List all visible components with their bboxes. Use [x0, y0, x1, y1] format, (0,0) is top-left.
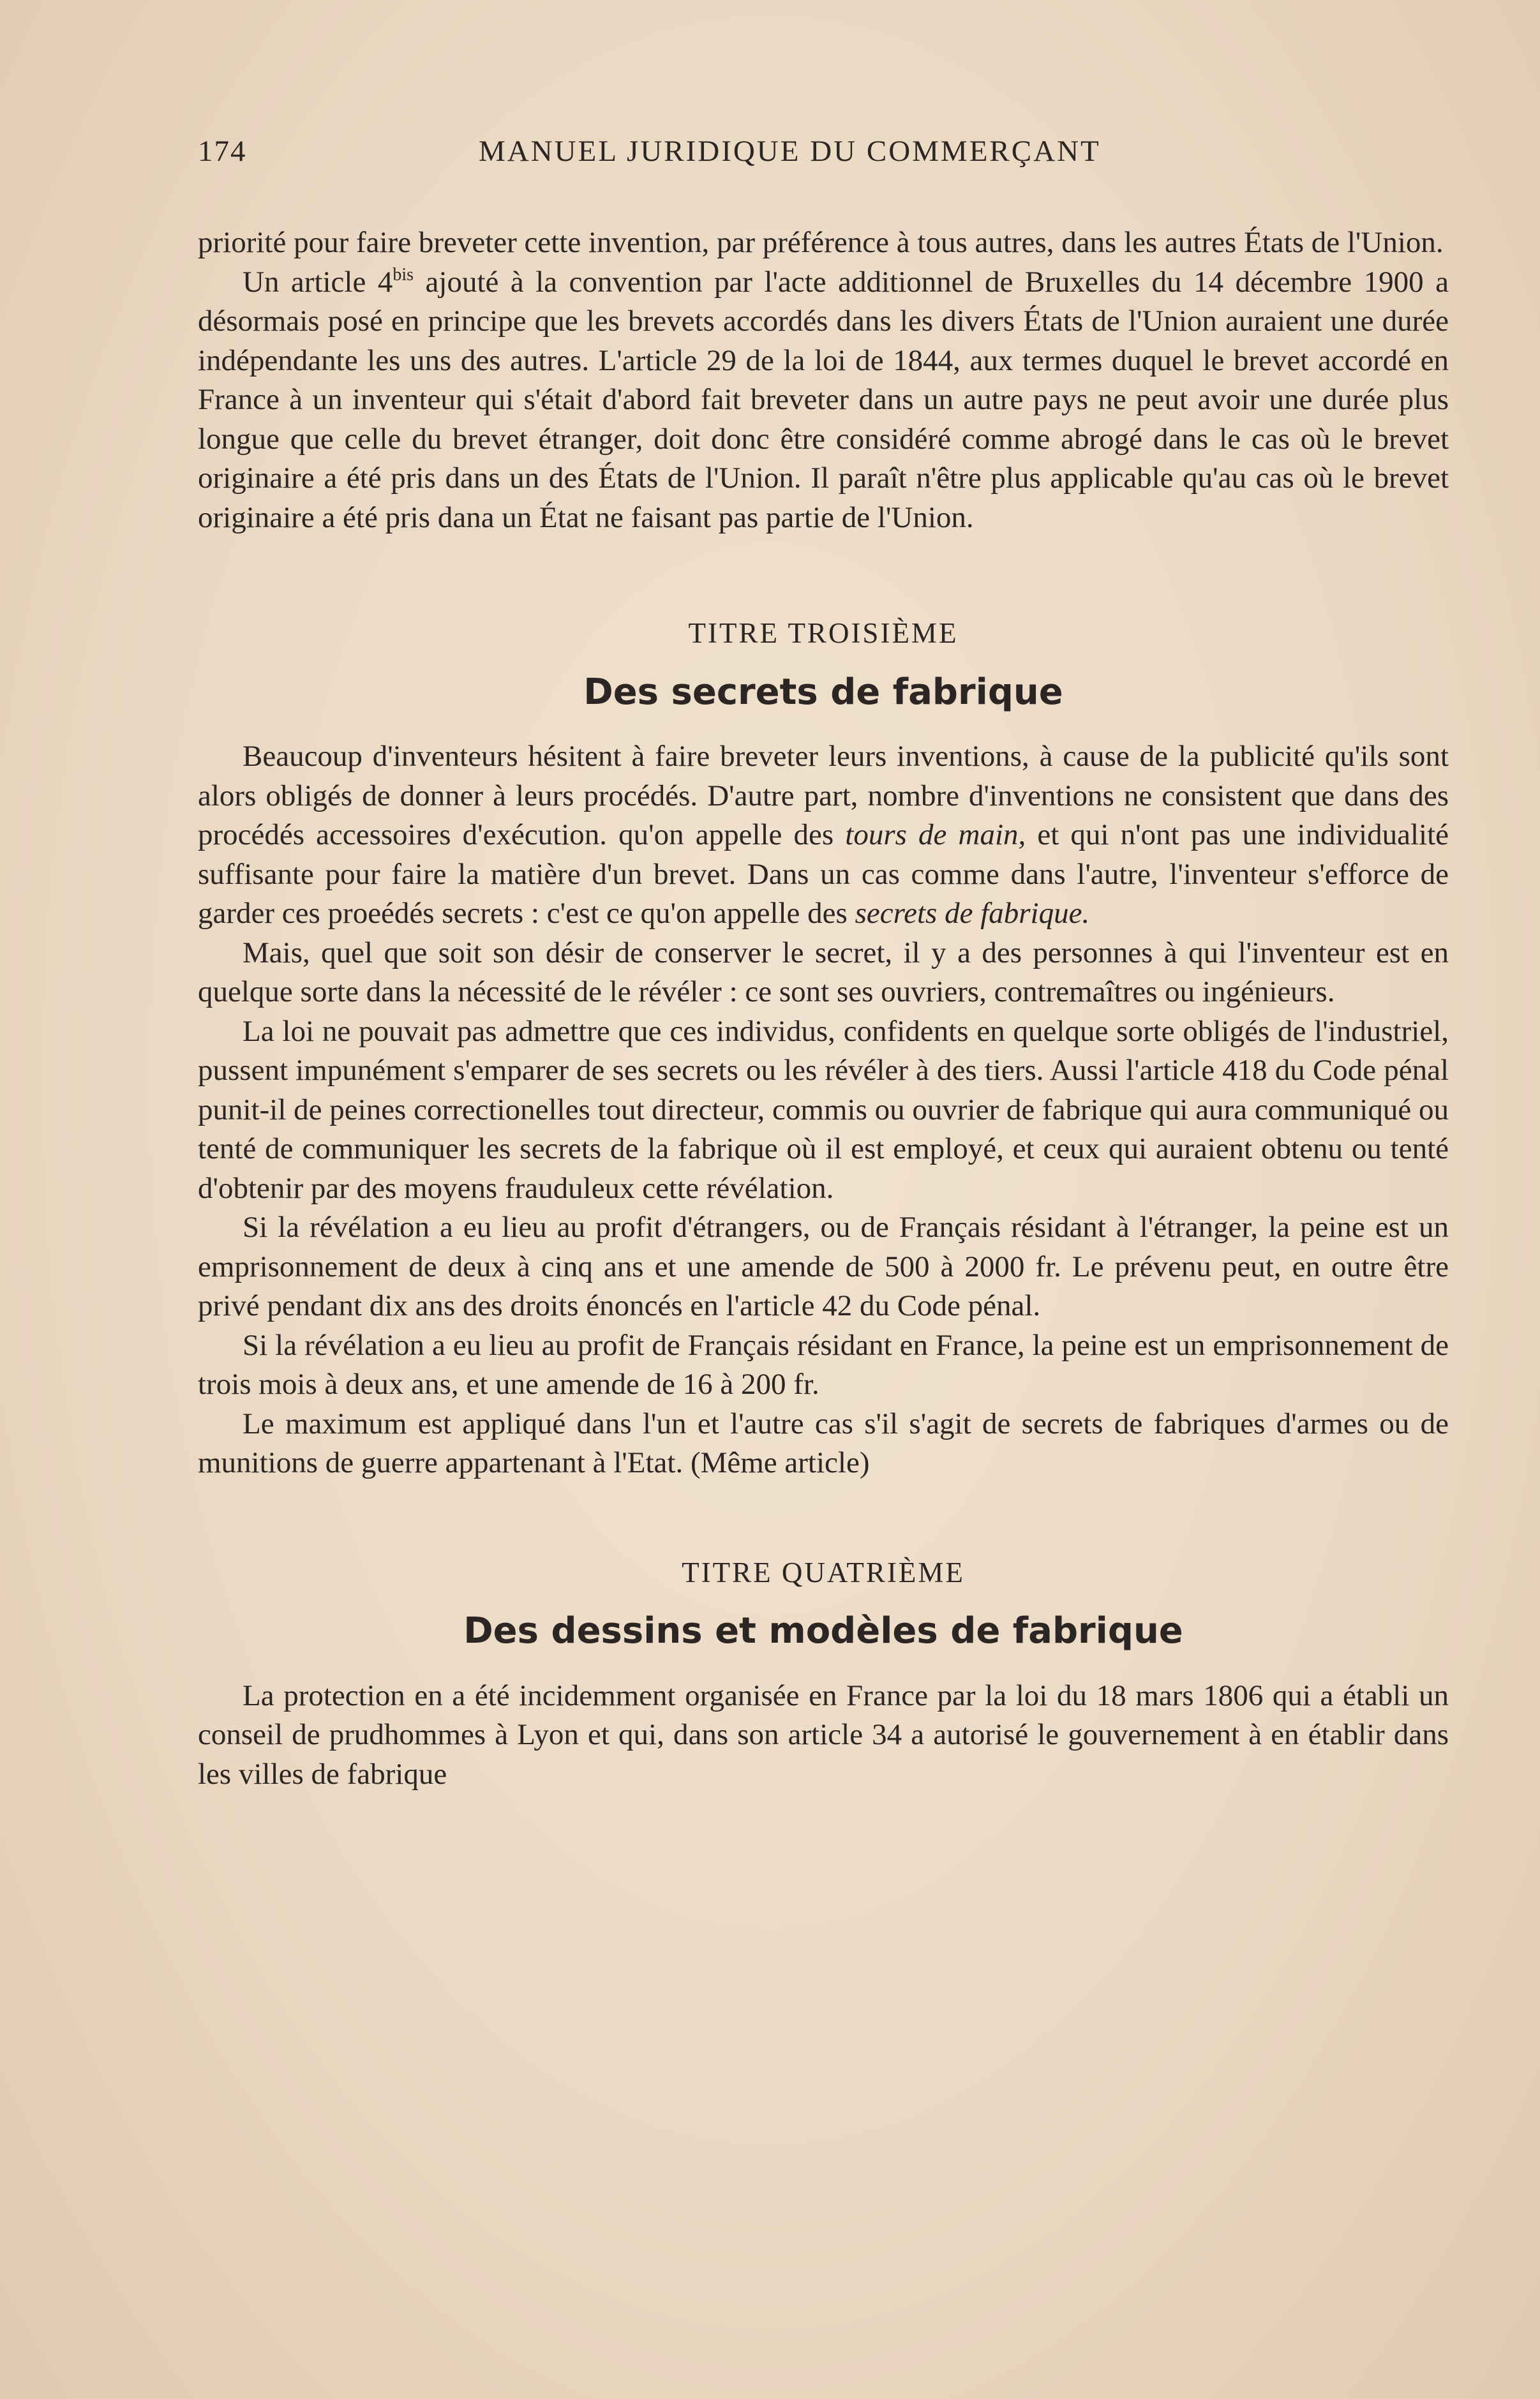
paragraph: Le maximum est appliqué dans l'un et l'autre cas s'il s'agit de secrets de fabriques d'armes ou de munitions de guerre appartenant à l'Etat. (Même article) [198, 1407, 1449, 1479]
paragraph: La protection en a été incidemment organisée en France par la loi du 18 mars 1806 qui a établi un conseil de prudhommes à Lyon et qui, dans son article 34 a autorisé le gouvernement à en établir dans les villes de fabrique [198, 1678, 1449, 1791]
superscript: bis [392, 264, 414, 285]
paragraph [198, 737, 1449, 934]
intro-paragraph-1: priorité pour faire breveter cette invention, par préférence à tous autres, dans les autres États de l'Union. [198, 226, 1444, 259]
part-title: Des dessins et modèles de fabrique [463, 1610, 1183, 1652]
text-span: Beaucoup d'inventeurs hésitent à faire breveter leurs inventions, à cause de la publicité qu'ils sont alors obligés de donner à leurs procédés. D'autre part, nombre d'inventions ne consistent que dans des procédés accessoires d'exécution. qu'on appelle des [198, 740, 1449, 851]
running-title: MANUEL JURIDIQUE DU COMMERÇANT [479, 135, 1101, 168]
running-header [198, 134, 1449, 179]
page-number: 174 [198, 135, 247, 168]
emphasis: tours de main, [845, 818, 1026, 851]
part-heading: TITRE TROISIÈME [688, 617, 959, 649]
section-title-4 [198, 1553, 1449, 1795]
part-title: Des secrets de fabrique [583, 671, 1063, 713]
text-span: ajouté à la convention par l'acte additionnel de Bruxelles du 14 décembre 1900 a désormais posé en principe que les brevets accordés dans les divers États de l'Union auraient une durée indépendante les uns des autres. L'article 29 de la loi de 1844, aux termes duquel le brevet accordé en France à un inventeur qui s'était d'abord fait breveter dans un autre pays ne peut avoir une durée plus longue que celle du brevet étranger, doit donc être considéré comme abrogé dans le cas où le brevet originaire a été pris dans un des États de l'Union. Il paraît n'être plus applicable qu'au cas où le brevet originaire a été pris dana un État ne faisant pas partie de l'Union. [198, 265, 1449, 534]
part-heading: TITRE QUATRIÈME [682, 1556, 965, 1588]
section-title-3 [198, 614, 1449, 1483]
body-text [198, 223, 1449, 1794]
paragraph: Si la révélation a eu lieu au profit d'étrangers, ou de Français résidant à l'étranger, la peine est un emprisonnement de deux à cinq ans et une amende de 500 à 2000 fr. Le prévenu peut, en outre être privé pendant dix ans des droits énoncés en l'article 42 du Code pénal. [198, 1211, 1449, 1322]
paragraph: Si la révélation a eu lieu au profit de Français résidant en France, la peine est un emprisonnement de trois mois à deux ans, et une amende de 16 à 200 fr. [198, 1328, 1449, 1401]
paragraph: Mais, quel que soit son désir de conserver le secret, il y a des personnes à qui l'inventeur est en quelque sorte dans la nécessité de le révéler : ce sont ses ouvriers, contremaîtres ou ingénieurs. [198, 936, 1449, 1008]
emphasis: secrets de fabrique. [855, 897, 1090, 930]
intro-paragraph-2 [198, 263, 1449, 538]
text-span: Un article 4 [243, 265, 393, 299]
text-span: et qui n'ont pas une individualité suffisante pour faire la matière d'un brevet. Dans un cas comme dans l'autre, l'inventeur s'efforce de garder ces proeédés secrets : c'est ce qu'on appelle des [198, 818, 1449, 930]
page [198, 134, 1449, 1794]
paragraph: La loi ne pouvait pas admettre que ces individus, confidents en quelque sorte obligés de l'industriel, pussent impunément s'emparer de ses secrets ou les révéler à des tiers. Aussi l'article 418 du Code pénal punit-il de peines correctionelles tout directeur, commis ou ouvrier de fabrique qui aura communiqué ou tenté de communiquer les secrets de la fabrique où il est employé, et ceux qui auraient obtenu ou tenté d'obtenir par des moyens frauduleux cette révélation. [198, 1014, 1449, 1205]
